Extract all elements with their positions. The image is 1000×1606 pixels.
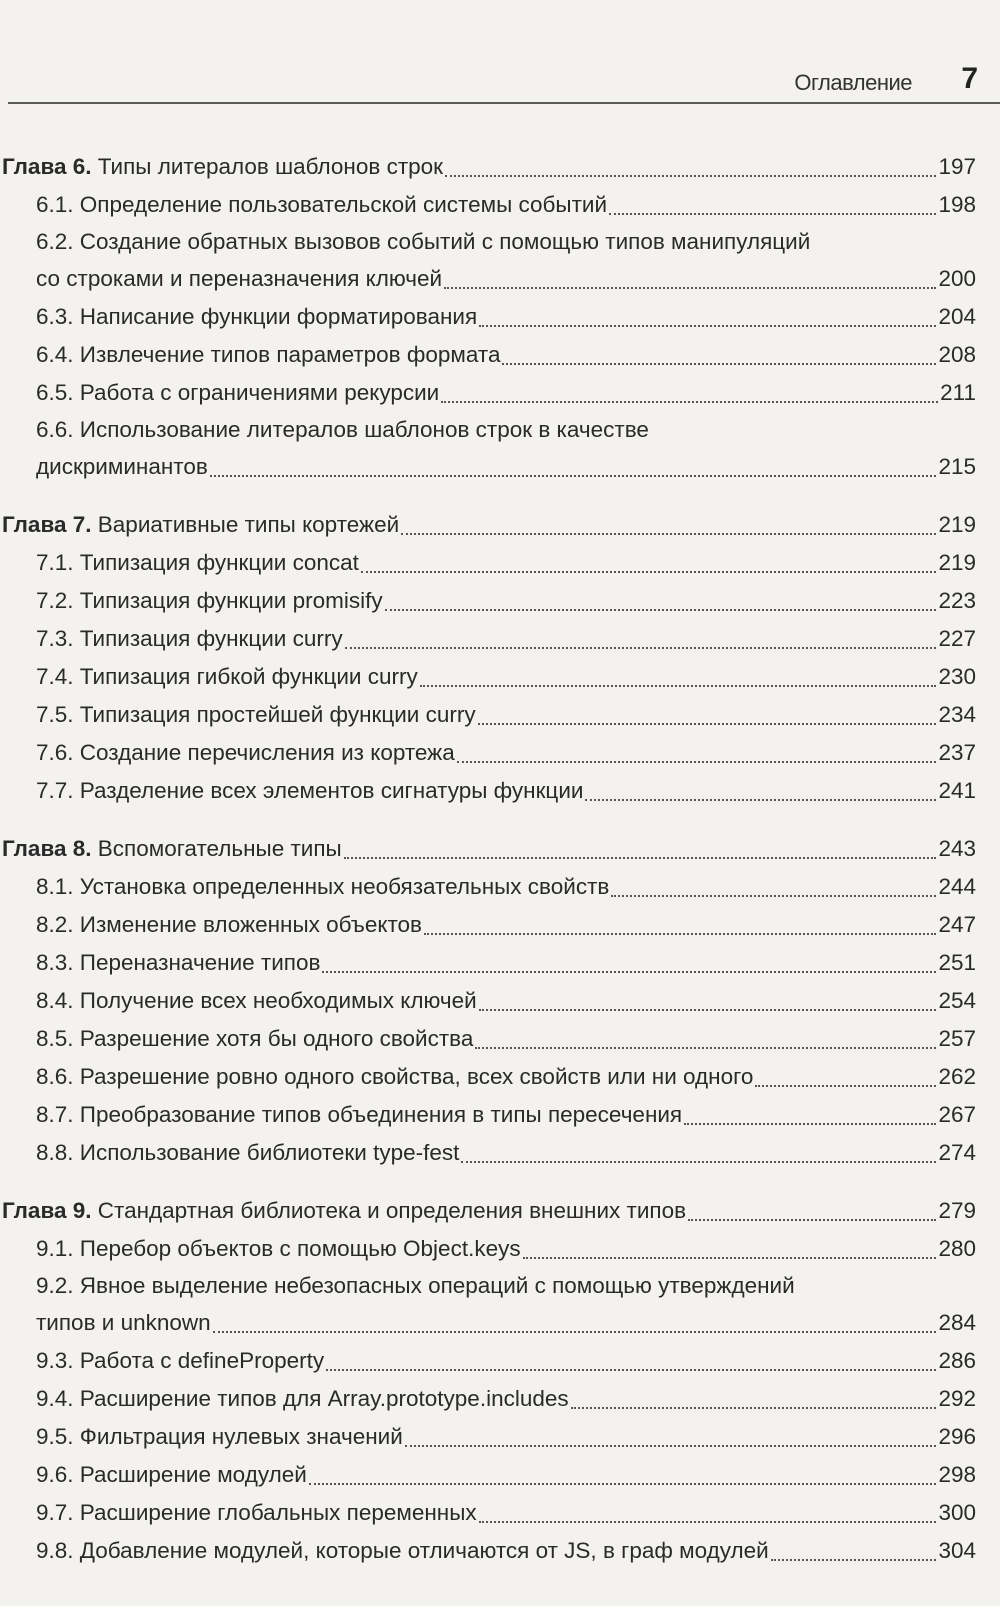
section-title: 7.1. Типизация функции concat bbox=[36, 550, 359, 575]
dot-leader bbox=[571, 1407, 937, 1409]
section-title: 8.8. Использование библиотеки type-fest bbox=[36, 1140, 460, 1165]
section-page-number: 296 bbox=[938, 1424, 976, 1449]
section-title: 9.3. Работа с defineProperty bbox=[36, 1348, 325, 1373]
section-entry bbox=[0, 1230, 1000, 1268]
chapter-title: Типы литералов шаблонов строк bbox=[97, 154, 444, 179]
section-entry bbox=[0, 412, 1000, 486]
dot-leader bbox=[461, 1161, 936, 1163]
section-page-number: 198 bbox=[938, 192, 976, 217]
section-entry bbox=[0, 620, 1000, 658]
dot-leader bbox=[344, 857, 937, 859]
page-number: 7 bbox=[961, 62, 978, 95]
section-entry bbox=[0, 1380, 1000, 1418]
dot-leader bbox=[441, 401, 938, 403]
section-entry bbox=[0, 298, 1000, 336]
section-entry bbox=[0, 734, 1000, 772]
section-entry bbox=[0, 906, 1000, 944]
section-title: 8.6. Разрешение ровно одного свойства, всех свойств или ни одного bbox=[36, 1064, 754, 1089]
section-page-number: 257 bbox=[938, 1026, 976, 1051]
dot-leader bbox=[688, 1219, 936, 1221]
section-page-number: 284 bbox=[938, 1310, 976, 1335]
dot-leader bbox=[611, 895, 936, 897]
section-title: 6.5. Работа с ограничениями рекурсии bbox=[36, 380, 440, 405]
section-title: 7.2. Типизация функции promisify bbox=[36, 588, 383, 613]
section-page-number: 237 bbox=[938, 740, 976, 765]
section-title: 9.4. Расширение типов для Array.prototype.includes bbox=[36, 1386, 569, 1411]
dot-leader bbox=[479, 1009, 937, 1011]
dot-leader bbox=[420, 685, 937, 687]
chapter-title: Вспомогательные типы bbox=[97, 836, 342, 861]
section-page-number: 230 bbox=[938, 664, 976, 689]
section-title-line: дискриминантов bbox=[36, 454, 208, 479]
dot-leader bbox=[502, 363, 936, 365]
section-title: 6.1. Определение пользовательской системы событий bbox=[36, 192, 608, 217]
chapter-title-line bbox=[2, 148, 443, 186]
section-page-number: 286 bbox=[938, 1348, 976, 1373]
section-title: 8.2. Изменение вложенных объектов bbox=[36, 912, 422, 937]
dot-leader bbox=[479, 1521, 937, 1523]
section-title: 6.3. Написание функции форматирования bbox=[36, 304, 478, 329]
table-of-contents bbox=[0, 148, 1000, 1590]
section-title: 8.4. Получение всех необходимых ключей bbox=[36, 988, 477, 1013]
chapter-label: Глава 8. bbox=[2, 836, 92, 861]
section-page-number: 234 bbox=[938, 702, 976, 727]
section-entry bbox=[0, 1058, 1000, 1096]
section-entry bbox=[0, 186, 1000, 224]
section-page-number: 267 bbox=[938, 1102, 976, 1127]
section-title: 6.4. Извлечение типов параметров формата bbox=[36, 342, 501, 367]
chapter-label: Глава 9. bbox=[2, 1198, 92, 1223]
chapter-page-number: 279 bbox=[938, 1198, 976, 1223]
section-title-line: 6.2. Создание обратных вызовов событий с помощью типов манипуляций bbox=[36, 229, 811, 254]
section-page-number: 204 bbox=[938, 304, 976, 329]
chapter-entry bbox=[0, 830, 1000, 868]
section-page-number: 300 bbox=[938, 1500, 976, 1525]
chapter-entry bbox=[0, 1192, 1000, 1230]
section-entry bbox=[0, 1134, 1000, 1172]
section-title: 9.1. Перебор объектов с помощью Object.keys bbox=[36, 1236, 521, 1261]
section-page-number: 292 bbox=[938, 1386, 976, 1411]
dot-leader bbox=[609, 213, 936, 215]
section-entry bbox=[0, 582, 1000, 620]
section-title: 9.6. Расширение модулей bbox=[36, 1462, 307, 1487]
dot-leader bbox=[479, 325, 936, 327]
section-page-number: 262 bbox=[938, 1064, 976, 1089]
section-page-number: 251 bbox=[938, 950, 976, 975]
section-title: 8.7. Преобразование типов объединения в типы пересечения bbox=[36, 1102, 683, 1127]
dot-leader bbox=[322, 971, 936, 973]
dot-leader bbox=[309, 1483, 937, 1485]
chapter-title: Вариативные типы кортежей bbox=[97, 512, 400, 537]
section-page-number: 254 bbox=[938, 988, 976, 1013]
chapter-page-number: 197 bbox=[938, 154, 976, 179]
dot-leader bbox=[445, 175, 936, 177]
section-entry bbox=[0, 868, 1000, 906]
dot-leader bbox=[326, 1369, 936, 1371]
section-page-number: 304 bbox=[938, 1538, 976, 1563]
chapter-block bbox=[0, 830, 1000, 1172]
section-entry bbox=[0, 374, 1000, 412]
dot-leader bbox=[405, 1445, 937, 1447]
section-entry bbox=[0, 658, 1000, 696]
dot-leader bbox=[385, 609, 937, 611]
chapter-block bbox=[0, 1192, 1000, 1570]
dot-leader bbox=[771, 1559, 937, 1561]
dot-leader bbox=[475, 1047, 936, 1049]
section-entry bbox=[0, 1268, 1000, 1342]
section-title: 7.4. Типизация гибкой функции curry bbox=[36, 664, 418, 689]
dot-leader bbox=[213, 1331, 937, 1333]
chapter-title-line bbox=[2, 506, 399, 544]
section-entry bbox=[0, 982, 1000, 1020]
page-header bbox=[8, 58, 1000, 104]
dot-leader bbox=[345, 647, 937, 649]
chapter-block bbox=[0, 148, 1000, 486]
section-title: 9.7. Расширение глобальных переменных bbox=[36, 1500, 477, 1525]
section-page-number: 274 bbox=[938, 1140, 976, 1165]
running-title: Оглавление bbox=[794, 70, 912, 95]
section-entry bbox=[0, 1494, 1000, 1532]
section-title: 7.6. Создание перечисления из кортежа bbox=[36, 740, 455, 765]
dot-leader bbox=[401, 533, 936, 535]
dot-leader bbox=[361, 571, 937, 573]
section-entry bbox=[0, 1418, 1000, 1456]
chapter-entry bbox=[0, 506, 1000, 544]
section-title: 7.5. Типизация простейшей функции curry bbox=[36, 702, 476, 727]
section-page-number: 223 bbox=[938, 588, 976, 613]
dot-leader bbox=[523, 1257, 937, 1259]
section-entry bbox=[0, 1342, 1000, 1380]
section-title-line: 9.2. Явное выделение небезопасных операций с помощью утверждений bbox=[36, 1273, 795, 1298]
section-entry bbox=[0, 544, 1000, 582]
section-entry bbox=[0, 1020, 1000, 1058]
section-title: 7.3. Типизация функции curry bbox=[36, 626, 343, 651]
section-page-number: 280 bbox=[938, 1236, 976, 1261]
dot-leader bbox=[755, 1085, 936, 1087]
section-page-number: 208 bbox=[938, 342, 976, 367]
section-page-number: 241 bbox=[938, 778, 976, 803]
chapter-page-number: 219 bbox=[938, 512, 976, 537]
section-title: 8.3. Переназначение типов bbox=[36, 950, 321, 975]
chapter-block bbox=[0, 506, 1000, 810]
section-page-number: 247 bbox=[938, 912, 976, 937]
section-page-number: 219 bbox=[938, 550, 976, 575]
section-page-number: 215 bbox=[938, 454, 976, 479]
dot-leader bbox=[585, 799, 936, 801]
section-page-number: 227 bbox=[938, 626, 976, 651]
section-page-number: 298 bbox=[938, 1462, 976, 1487]
section-entry bbox=[0, 944, 1000, 982]
dot-leader bbox=[210, 475, 937, 477]
section-title: 8.1. Установка определенных необязательных свойств bbox=[36, 874, 610, 899]
section-title: 9.5. Фильтрация нулевых значений bbox=[36, 1424, 403, 1449]
dot-leader bbox=[478, 723, 937, 725]
section-page-number: 244 bbox=[938, 874, 976, 899]
chapter-title: Стандартная библиотека и определения внешних типов bbox=[97, 1198, 687, 1223]
section-title-line: типов и unknown bbox=[36, 1310, 211, 1335]
section-entry bbox=[0, 1532, 1000, 1570]
section-page-number: 211 bbox=[940, 380, 976, 405]
section-entry bbox=[0, 224, 1000, 298]
chapter-label: Глава 7. bbox=[2, 512, 92, 537]
chapter-title-line bbox=[2, 1192, 686, 1230]
section-entry bbox=[0, 1096, 1000, 1134]
section-title: 8.5. Разрешение хотя бы одного свойства bbox=[36, 1026, 474, 1051]
section-title-line: со строками и переназначения ключей bbox=[36, 266, 443, 291]
chapter-title-line bbox=[2, 830, 342, 868]
chapter-entry bbox=[0, 148, 1000, 186]
section-title-line: 6.6. Использование литералов шаблонов строк в качестве bbox=[36, 417, 649, 442]
dot-leader bbox=[457, 761, 937, 763]
section-page-number: 200 bbox=[938, 266, 976, 291]
section-entry bbox=[0, 1456, 1000, 1494]
dot-leader bbox=[424, 933, 936, 935]
section-entry bbox=[0, 772, 1000, 810]
section-title: 9.8. Добавление модулей, которые отличаются от JS, в граф модулей bbox=[36, 1538, 769, 1563]
section-title: 7.7. Разделение всех элементов сигнатуры функции bbox=[36, 778, 584, 803]
section-entry bbox=[0, 336, 1000, 374]
dot-leader bbox=[444, 287, 936, 289]
chapter-label: Глава 6. bbox=[2, 154, 92, 179]
chapter-page-number: 243 bbox=[938, 836, 976, 861]
dot-leader bbox=[684, 1123, 936, 1125]
section-entry bbox=[0, 696, 1000, 734]
